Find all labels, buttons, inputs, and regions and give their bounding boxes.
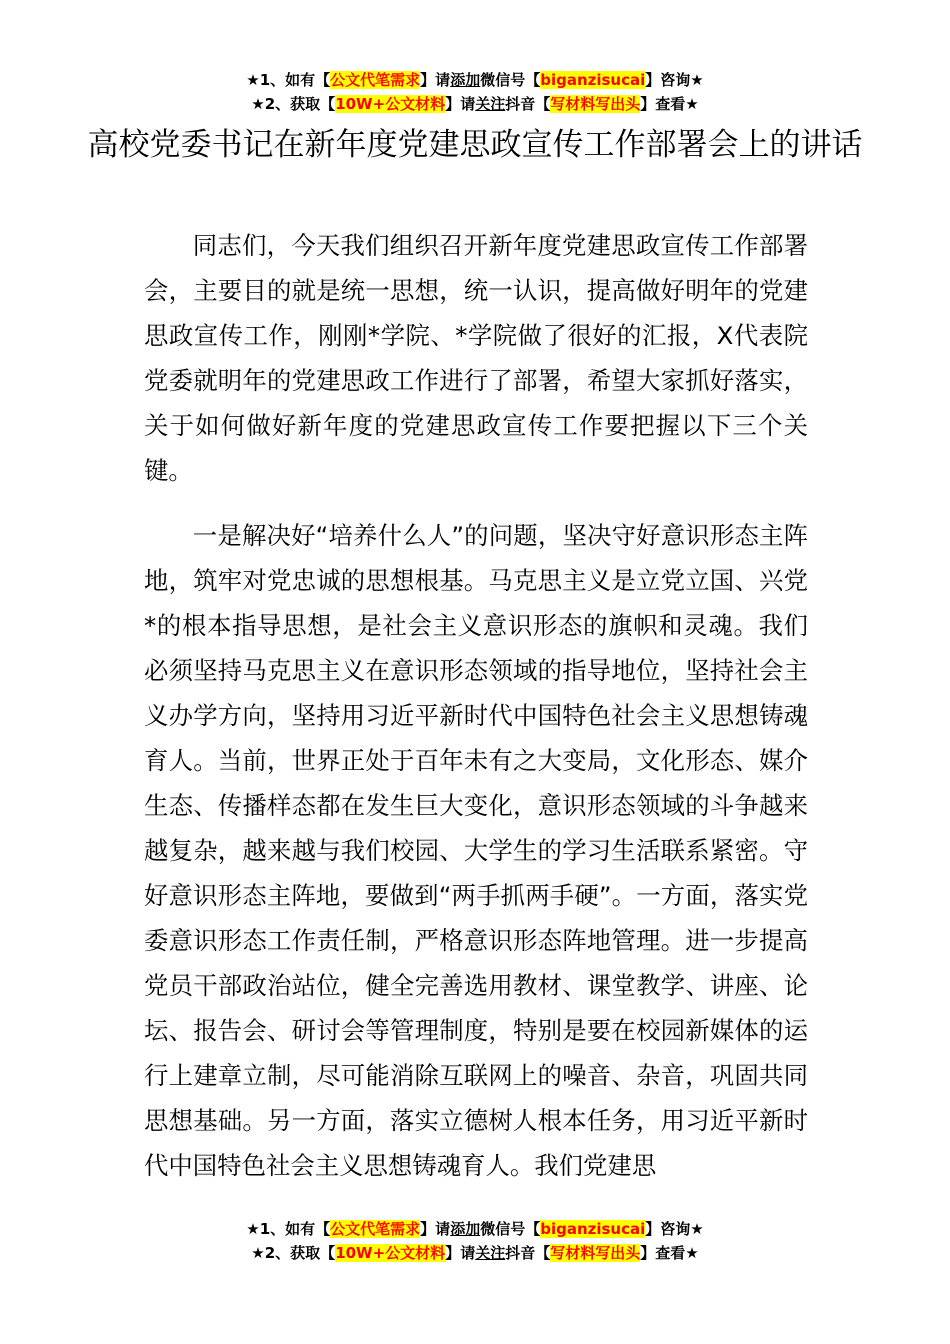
paragraph: 一是解决好“培养什么人”的问题，坚决守好意识形态主阵地，筑牢对党忠诚的思想根基。马克思主义是立党立国、兴党*的根本指导思想，是社会主义意识形态的旗帜和灵魂。我们必须坚持马克思主义在意识形态领域的指导地位，坚持社会主义办学方向，坚持用习近平新时代中国特色社会主义思想铸魂育人。当前，世界正处于百年未有之大变局，文化形态、媒介生态、传播样态都在发生巨大变化，意识形态领域的斗争越来越复杂，越来越与我们校园、大学生的学习生活联系紧密。守好意识形态主阵地，要做到“两手抓两手硬”。一方面，落实党委意识形态工作责任制，严格意识形态阵地管理。进一步提高党员干部政治站位，健全完善选用教材、课堂教学、讲座、论坛、报告会、研讨会等管理制度，特别是要在校园新媒体的运行上建章立制，尽可能消除互联网上的噪音、杂音，巩固共同思想基础。另一方面，落实立德树人根本任务，用习近平新时代中国特色社会主义思想铸魂育人。我们党建思 xyxy=(144,521,808,1180)
promo-highlight: 公文代笔需求 xyxy=(330,71,421,89)
paragraph: 同志们，今天我们组织召开新年度党建思政宣传工作部署会，主要目的就是统一思想，统一认识，提高做好明年的党建思政宣传工作，刚刚*学院、*学院做了很好的汇报，X代表院党委就明年的党建思政工作进行了部署，希望大家抓好落实，关于如何做好新年度的党建思政宣传工作要把握以下三个关键。 xyxy=(144,231,808,485)
promo-highlight: 写材料写出头 xyxy=(550,1244,641,1262)
promo-highlight: biganzisucai xyxy=(540,1220,646,1238)
promo-underline: 关注 xyxy=(475,95,506,113)
promo-banner-bottom xyxy=(0,1217,950,1265)
promo-highlight: 10W+公文材料 xyxy=(335,95,446,113)
document-body xyxy=(144,223,808,1188)
promo-underline: 添加 xyxy=(450,1220,481,1238)
promo-line-1: ★1、如有【公文代笔需求】请添加微信号【biganzisucai】咨询★ xyxy=(246,71,704,89)
promo-highlight: 公文代笔需求 xyxy=(330,1220,421,1238)
promo-highlight: biganzisucai xyxy=(540,71,646,89)
promo-highlight: 10W+公文材料 xyxy=(335,1244,446,1262)
promo-highlight: 写材料写出头 xyxy=(550,95,641,113)
promo-line-2: ★2、获取【10W+公文材料】请关注抖音【写材料写出头】查看★ xyxy=(251,95,699,113)
promo-underline: 添加 xyxy=(450,71,481,89)
promo-line-1: ★1、如有【公文代笔需求】请添加微信号【biganzisucai】咨询★ xyxy=(246,1220,704,1238)
promo-line-2: ★2、获取【10W+公文材料】请关注抖音【写材料写出头】查看★ xyxy=(251,1244,699,1262)
promo-underline: 关注 xyxy=(475,1244,506,1262)
promo-banner-top xyxy=(0,68,950,116)
document-title: 高校党委书记在新年度党建思政宣传工作部署会上的讲话 xyxy=(87,127,863,163)
